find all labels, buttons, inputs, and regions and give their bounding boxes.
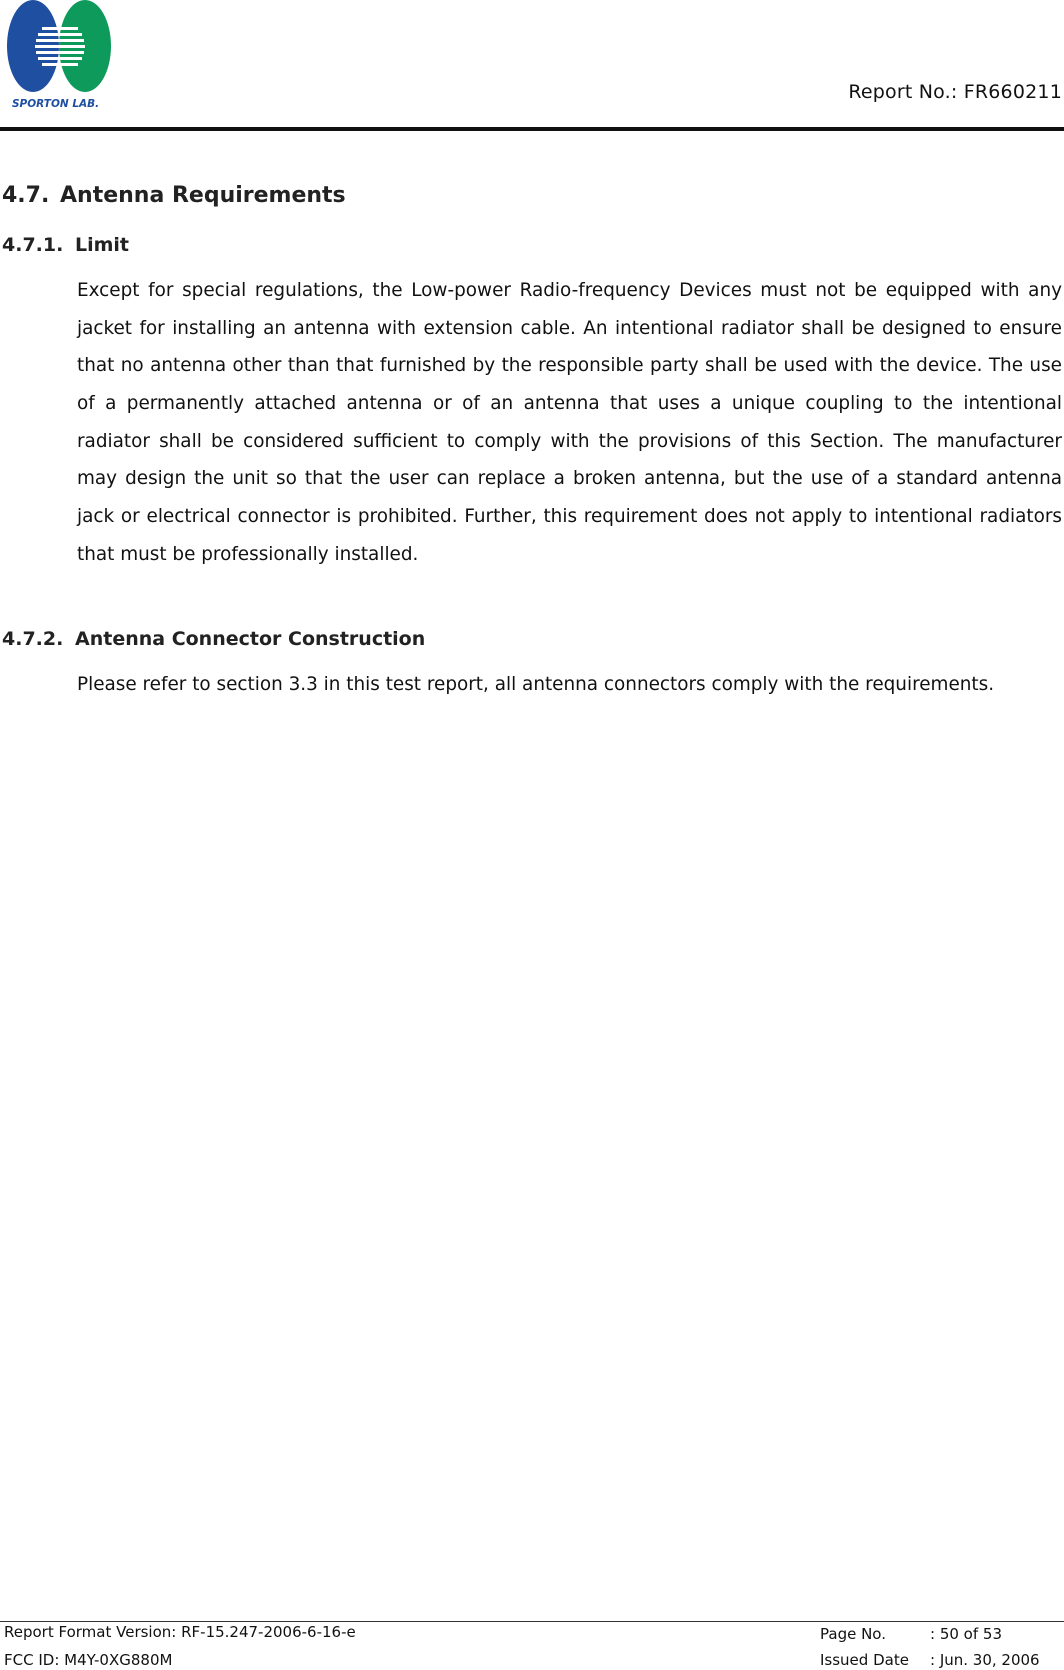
- subsection-title: Limit: [75, 234, 130, 256]
- section-title: Antenna Requirements: [60, 183, 346, 208]
- subsection-heading-limit: [2, 234, 129, 256]
- section-heading: [2, 183, 346, 208]
- paragraph-line: may design the unit so that the user can replace a broken antenna, but the use of a standard antenna: [77, 468, 1062, 490]
- page-number: [820, 1625, 1002, 1643]
- page-number-value: : 50 of 53: [930, 1625, 1002, 1643]
- page-header: [0, 0, 1064, 135]
- page-number-label: Page No.: [820, 1625, 886, 1643]
- issued-date-value: : Jun. 30, 2006: [930, 1651, 1040, 1669]
- section-number: 4.7.: [2, 183, 50, 208]
- report-number: Report No.: FR660211: [848, 81, 1062, 103]
- subsection-number: 4.7.2.: [2, 628, 64, 650]
- paragraph-line: radiator shall be considered sufficient to comply with the provisions of this Section. The manufacturer: [77, 430, 1062, 452]
- limit-paragraph: [77, 272, 1062, 574]
- connector-paragraph: [77, 666, 1062, 704]
- report-format-version: Report Format Version: RF-15.247-2006-6-16-e: [4, 1623, 356, 1641]
- fcc-id: FCC ID: M4Y-0XG880M: [4, 1651, 173, 1669]
- paragraph-line: Please refer to section 3.3 in this test report, all antenna connectors comply with the requirements.: [77, 674, 995, 695]
- subsection-title: Antenna Connector Construction: [75, 628, 426, 650]
- issued-date: [820, 1651, 1040, 1669]
- issued-date-label: Issued Date: [820, 1651, 909, 1669]
- paragraph-line: that no antenna other than that furnished by the responsible party shall be used with the device. The use: [77, 355, 1062, 377]
- paragraph-line: jacket for installing an antenna with extension cable. An intentional radiator shall be designed to ensure: [77, 317, 1062, 339]
- paragraph-line: Except for special regulations, the Low-power Radio-frequency Devices must not be equipped with any: [77, 280, 1062, 301]
- sporton-lab-logo: [4, 0, 116, 112]
- paragraph-line: of a permanently attached antenna or of an antenna that uses a unique coupling to the intentional: [77, 393, 1062, 415]
- subsection-number: 4.7.1.: [2, 234, 64, 256]
- footer-divider: [0, 1621, 1064, 1622]
- logo-wordmark: SPORTON LAB.: [12, 98, 100, 110]
- paragraph-line: jack or electrical connector is prohibited. Further, this requirement does not apply to intentional radiators: [77, 506, 1062, 528]
- paragraph-line: that must be professionally installed.: [77, 543, 419, 565]
- header-divider: [0, 127, 1064, 131]
- subsection-heading-connector: [2, 628, 425, 650]
